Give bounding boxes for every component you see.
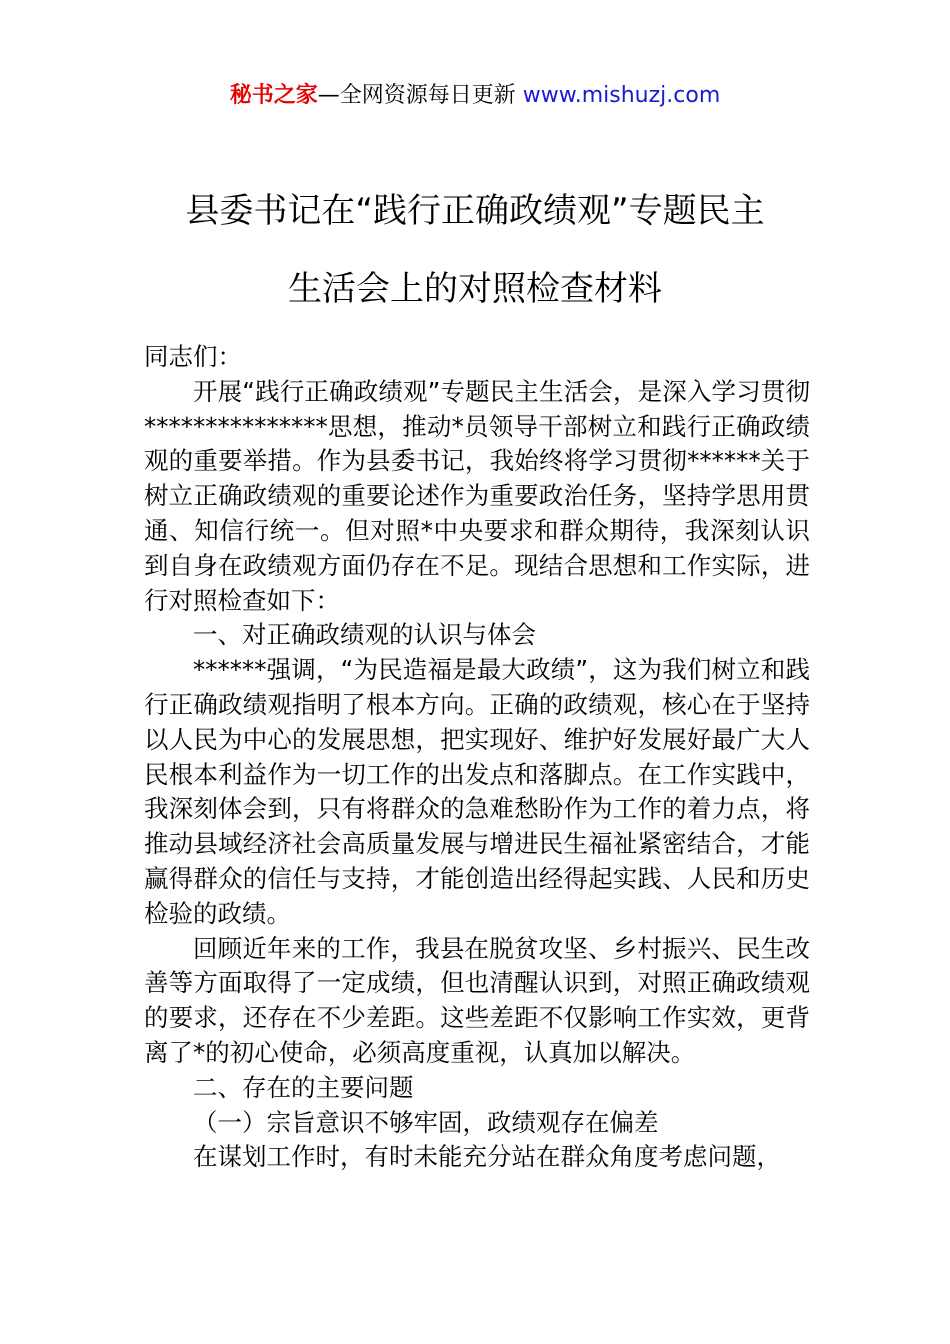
site-header (0, 80, 950, 112)
paragraph-problem-1: 在谋划工作时，有时未能充分站在群众角度考虑问题， (193, 1142, 781, 1172)
greeting: 同志们： (144, 342, 242, 371)
site-slogan: —全网资源每日更新 (317, 83, 516, 108)
document-title (120, 172, 830, 328)
paragraph-intro: 开展“践行正确政绩观”专题民主生活会，是深入学习贯彻***************思想，推动*员领导干部树立和践行正确政绩观的重要举措。作为县委书记，我始终将学习贯彻******关于树立正确政绩观的重要论述作为重要政治任务，坚持学思用贯通、知信行统一。但对照*中央要求和群众期待，我深刻认识到自身在政绩观方面仍存在不足。现结合思想和工作实际，进行对照检查如下： (144, 376, 810, 615)
section-heading-2: 二、存在的主要问题 (193, 1072, 414, 1102)
site-brand: 秘书之家 (229, 83, 318, 108)
title-line-1: 县委书记在“践行正确政绩观”专题民主 (185, 191, 765, 231)
document-body (144, 340, 810, 1175)
site-url-link[interactable]: www.mishuzj.com (522, 83, 721, 108)
title-line-2: 生活会上的对照检查材料 (288, 269, 662, 309)
section-heading-1: 一、对正确政绩观的认识与体会 (193, 620, 536, 650)
paragraph-understanding: ******强调，“为民造福是最大政绩”，这为我们树立和践行正确政绩观指明了根本方向。正确的政绩观，核心在于坚持以人民为中心的发展思想，把实现好、维护好发展好最广大人民根本利益作为一切工作的出发点和落脚点。在工作实践中，我深刻体会到，只有将群众的急难愁盼作为工作的着力点，将推动县域经济社会高质量发展与增进民生福祉紧密结合，才能赢得群众的信任与支持，才能创造出经得起实践、人民和历史检验的政绩。 (144, 655, 810, 928)
subsection-heading-1: （一）宗旨意识不够牢固，政绩观存在偏差 (193, 1107, 659, 1137)
paragraph-review: 回顾近年来的工作，我县在脱贫攻坚、乡村振兴、民生改善等方面取得了一定成绩，但也清醒认识到，对照正确政绩观的要求，还存在不少差距。这些差距不仅影响工作实效，更背离了*的初心使命，必须高度重视，认真加以解决。 (144, 933, 810, 1067)
